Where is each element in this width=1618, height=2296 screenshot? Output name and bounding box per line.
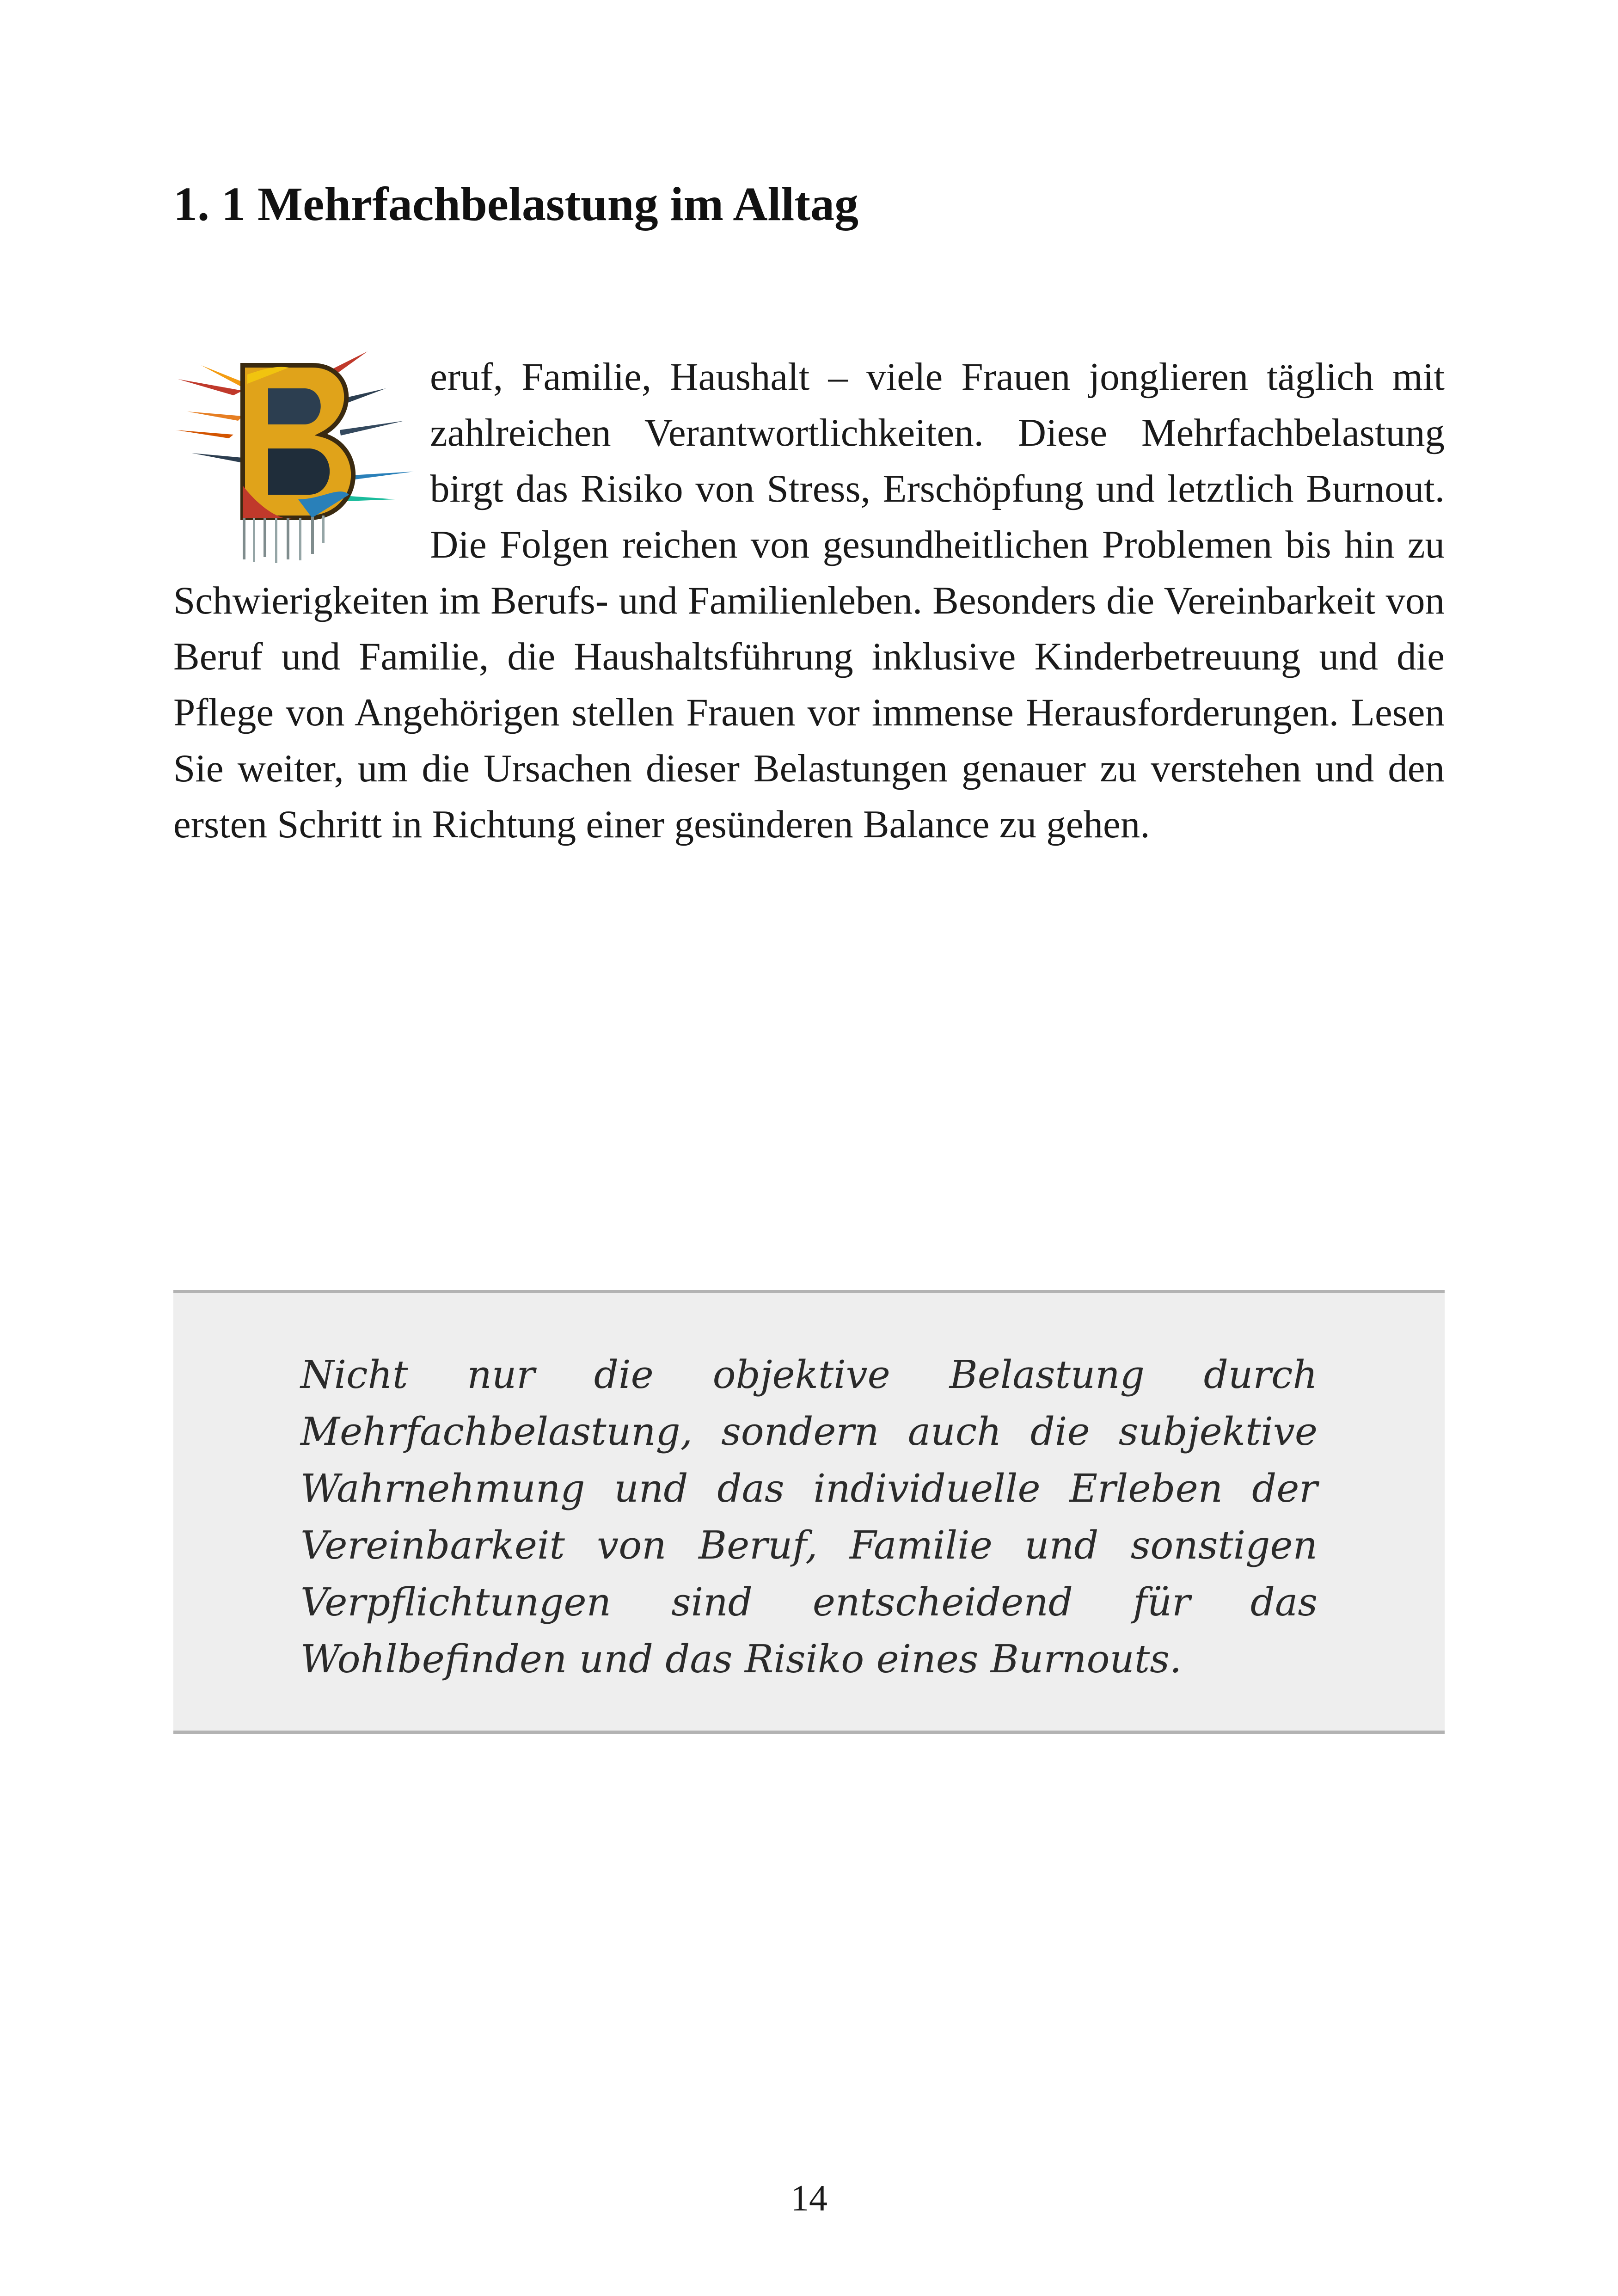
painted-letter-b-icon xyxy=(173,347,423,564)
intro-paragraph xyxy=(173,349,1445,853)
intro-text: eruf, Familie, Haushalt – viele Frauen jonglieren täglich mit zahlreichen Verantwortlichkeiten. Diese Mehrfachbelastung birgt das Risiko von Stress, Erschöpfung und letztlich Burnout. Die Folgen reichen von gesundheitlichen Problemen bis hin zu Schwierigkeiten im Berufs- und Familienleben. Besonders die Vereinbarkeit von Beruf und Familie, die Haushaltsführung inklusive Kinderbetreuung und die Pflege von Angehörigen stellen Frauen vor immense Herausforderungen. Lesen Sie weiter, um die Ursachen dieser Belastungen genauer zu verstehen und den ersten Schritt in Richtung einer gesünderen Balance zu gehen. xyxy=(173,355,1445,846)
dropcap-letter-b-image xyxy=(173,347,423,564)
callout-quote: Nicht nur die objektive Belastung durch Mehrfachbelastung, sondern auch die subjektive Wahrnehmung und das individuelle Erleben der Vereinbarkeit von Beruf, Familie und sonstigen Verpflichtungen sind entscheidend für das Wohlbefinden und das Risiko eines Burnouts. xyxy=(300,1352,1318,1682)
callout-box xyxy=(173,1290,1445,1734)
page-number: 14 xyxy=(791,2178,827,2219)
section-heading: 1. 1 Mehrfachbelastung im Alltag xyxy=(173,178,858,231)
